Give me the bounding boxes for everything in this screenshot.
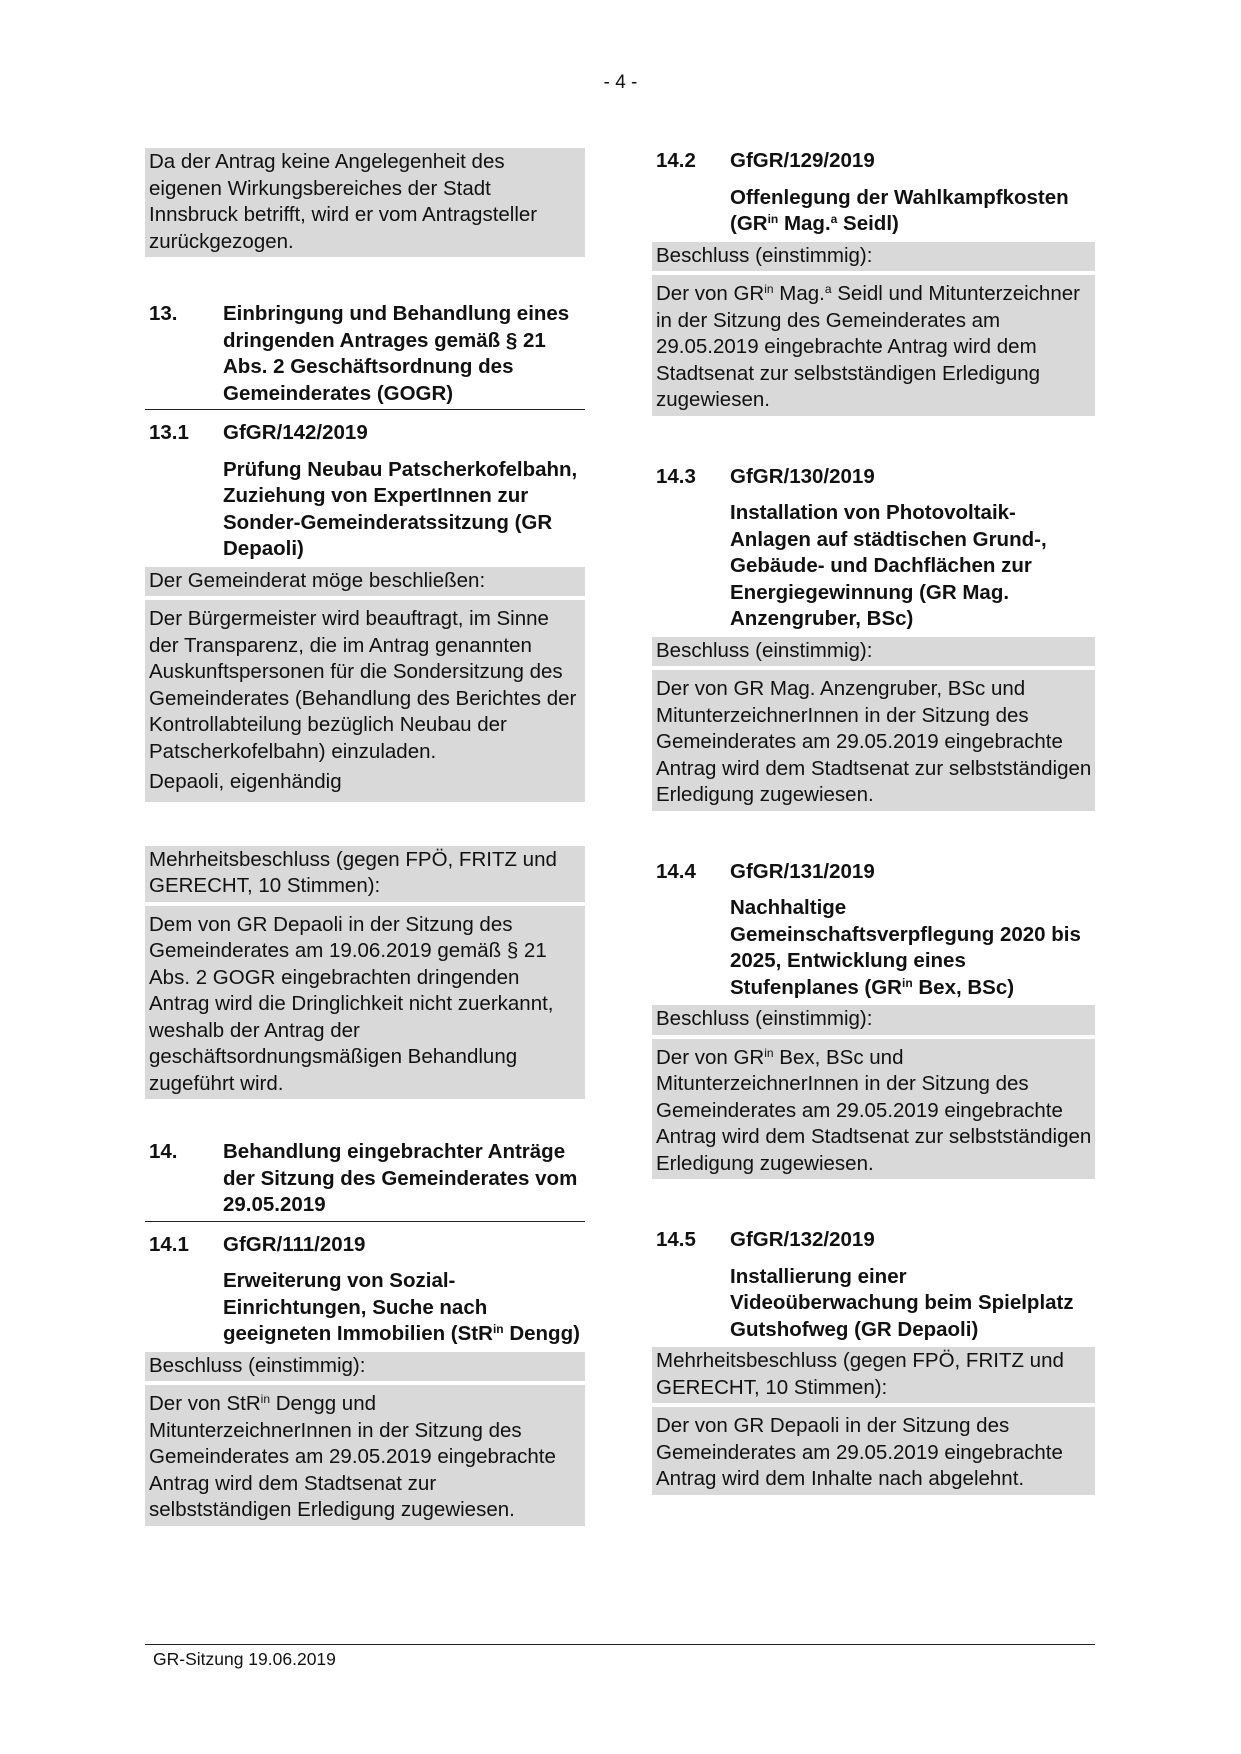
section-14-2-ref: GfGR/129/2019 xyxy=(730,149,875,172)
section-13-title: Einbringung und Behandlung eines dringenden Antrages gemäß § 21 Abs. 2 Geschäftsordnung des Gemeinderates (GOGR) xyxy=(223,302,570,405)
section-13-1-heading xyxy=(145,420,585,447)
section-14-4-title: Nachhaltige Gemeinschaftsverpflegung 2020 bis 2025, Entwicklung eines Stufenplanes ($GR^{in}$ Bex, BSc) xyxy=(730,896,1081,999)
section-14-1-title: Erweiterung von Sozial-Einrichtungen, Suche nach geeigneten Immobilien (StR$^{in}$ Dengg) xyxy=(223,1269,580,1345)
section-13-heading xyxy=(145,301,585,410)
section-13-1-decision-label: Mehrheitsbeschluss (gegen FPÖ, FRITZ und GERECHT, 10 Stimmen): xyxy=(145,846,585,902)
right-column xyxy=(652,148,1095,1495)
section-14-number: 14. xyxy=(149,1140,178,1163)
section-14-1-heading xyxy=(145,1232,585,1259)
section-14-1-ref: GfGR/111/2019 xyxy=(223,1232,366,1256)
footer-text: GR-Sitzung 19.06.2019 xyxy=(153,1649,336,1669)
section-14-4-heading xyxy=(652,859,1095,886)
section-14-5-number: 14.5 xyxy=(656,1228,696,1251)
section-14-2-title: Offenlegung der Wahlkampfkosten ($GR^{in}$ Mag.$^a$ Seidl) xyxy=(730,185,1069,235)
section-13-1-number: 13.1 xyxy=(149,421,189,444)
section-13-1-motion-text: Der Bürgermeister wird beauftragt, im Sinne der Transparenz, die im Antrag genannten Auskunftspersonen für die Sondersitzung des Gemeinderates (Behandlung des Berichtes der Kontrollabteilung bezüglich Neubau der Patscherkofelbahn) einzuladen. xyxy=(145,600,585,767)
footer-rule xyxy=(145,1644,1095,1645)
section-13-1-signature: Depaoli, eigenhändig xyxy=(145,767,585,802)
section-13-1-ref: GfGR/142/2019 xyxy=(223,421,368,444)
section-14-2-number: 14.2 xyxy=(656,149,696,172)
page-number: - 4 - xyxy=(603,72,638,93)
section-14-4-number: 14.4 xyxy=(656,859,696,883)
left-column xyxy=(145,148,585,1526)
section-13-1-motion-label: Der Gemeinderat möge beschließen: xyxy=(145,567,585,597)
section-14-3-decision-label: Beschluss (einstimmig): xyxy=(652,637,1095,667)
section-14-4-decision-label: Beschluss (einstimmig): xyxy=(652,1005,1095,1035)
section-14-3-number: 14.3 xyxy=(656,464,696,488)
section-14-5-decision-label: Mehrheitsbeschluss (gegen FPÖ, FRITZ und GERECHT, 10 Stimmen): xyxy=(652,1347,1095,1403)
section-14-3-heading xyxy=(652,464,1095,491)
section-14-1-decision-text: Der von StR$^{in}$ Dengg und MitunterzeichnerInnen in der Sitzung des Gemeinderates am 29.05.2019 eingebrachte Antrag wird dem Stadtsenat zur selbstständigen Erledigung zugewiesen. xyxy=(145,1385,585,1526)
section-14-3-title: Installation von Photovoltaik-Anlagen auf städtischen Grund-, Gebäude- und Dachflächen zur Energiegewinnung (GR Mag. Anzengruber, BSc) xyxy=(730,501,1047,630)
section-14-heading xyxy=(145,1139,585,1222)
section-14-1-decision-label: Beschluss (einstimmig): xyxy=(145,1352,585,1382)
intro-text: Da der Antrag keine Angelegenheit des eigenen Wirkungsbereiches der Stadt Innsbruck betrifft, wird er vom Antragsteller zurückgezogen. xyxy=(145,148,585,257)
section-14-2-heading xyxy=(652,148,1095,175)
section-14-3-ref: GfGR/130/2019 xyxy=(730,464,875,488)
section-14-2-decision-label: Beschluss (einstimmig): xyxy=(652,242,1095,272)
section-14-3-decision-text: Der von GR Mag. Anzengruber, BSc und MitunterzeichnerInnen in der Sitzung des Gemeinderates am 29.05.2019 eingebrachte Antrag wird dem Stadtsenat zur selbstständigen Erledigung zugewiesen. xyxy=(652,670,1095,811)
section-14-5-title: Installierung einer Videoüberwachung beim Spielplatz Gutshofweg (GR Depaoli) xyxy=(730,1264,1074,1341)
section-14-5-ref: GfGR/132/2019 xyxy=(730,1228,875,1251)
section-14-2-decision-text: Der von $GR^{in}$ Mag.$^a$ Seidl und Mitunterzeichner in der Sitzung des Gemeinderates am 29.05.2019 eingebrachte Antrag wird dem Stadtsenat zur selbstständigen Erledigung zugewiesen. xyxy=(652,275,1095,416)
section-13-1-decision-text: Dem von GR Depaoli in der Sitzung des Gemeinderates am 19.06.2019 gemäß § 21 Abs. 2 GOGR eingebrachten dringenden Antrag wird die Dringlichkeit nicht zuerkannt, weshalb der Antrag der geschäftsordnungsmäßigen Behandlung zugeführt wird. xyxy=(145,906,585,1100)
section-14-5-decision-text: Der von GR Depaoli in der Sitzung des Gemeinderates am 29.05.2019 eingebrachte Antrag wird dem Inhalte nach abgelehnt. xyxy=(652,1407,1095,1495)
section-14-5-heading xyxy=(652,1227,1095,1254)
section-14-title: Behandlung eingebrachter Anträge der Sitzung des Gemeinderates vom 29.05.2019 xyxy=(223,1140,578,1216)
section-13-number: 13. xyxy=(149,302,178,325)
section-13-1-title: Prüfung Neubau Patscherkofelbahn, Zuziehung von ExpertInnen zur Sonder-Gemeinderatssitzung (GR Depaoli) xyxy=(223,457,578,560)
section-14-4-decision-text: Der von $GR^{in}$ Bex, BSc und MitunterzeichnerInnen in der Sitzung des Gemeinderates am 29.05.2019 eingebrachte Antrag wird dem Stadtsenat zur selbstständigen Erledigung zugewiesen. xyxy=(652,1039,1095,1180)
section-14-1-number: 14.1 xyxy=(149,1232,189,1256)
section-14-4-ref: GfGR/131/2019 xyxy=(730,859,875,883)
